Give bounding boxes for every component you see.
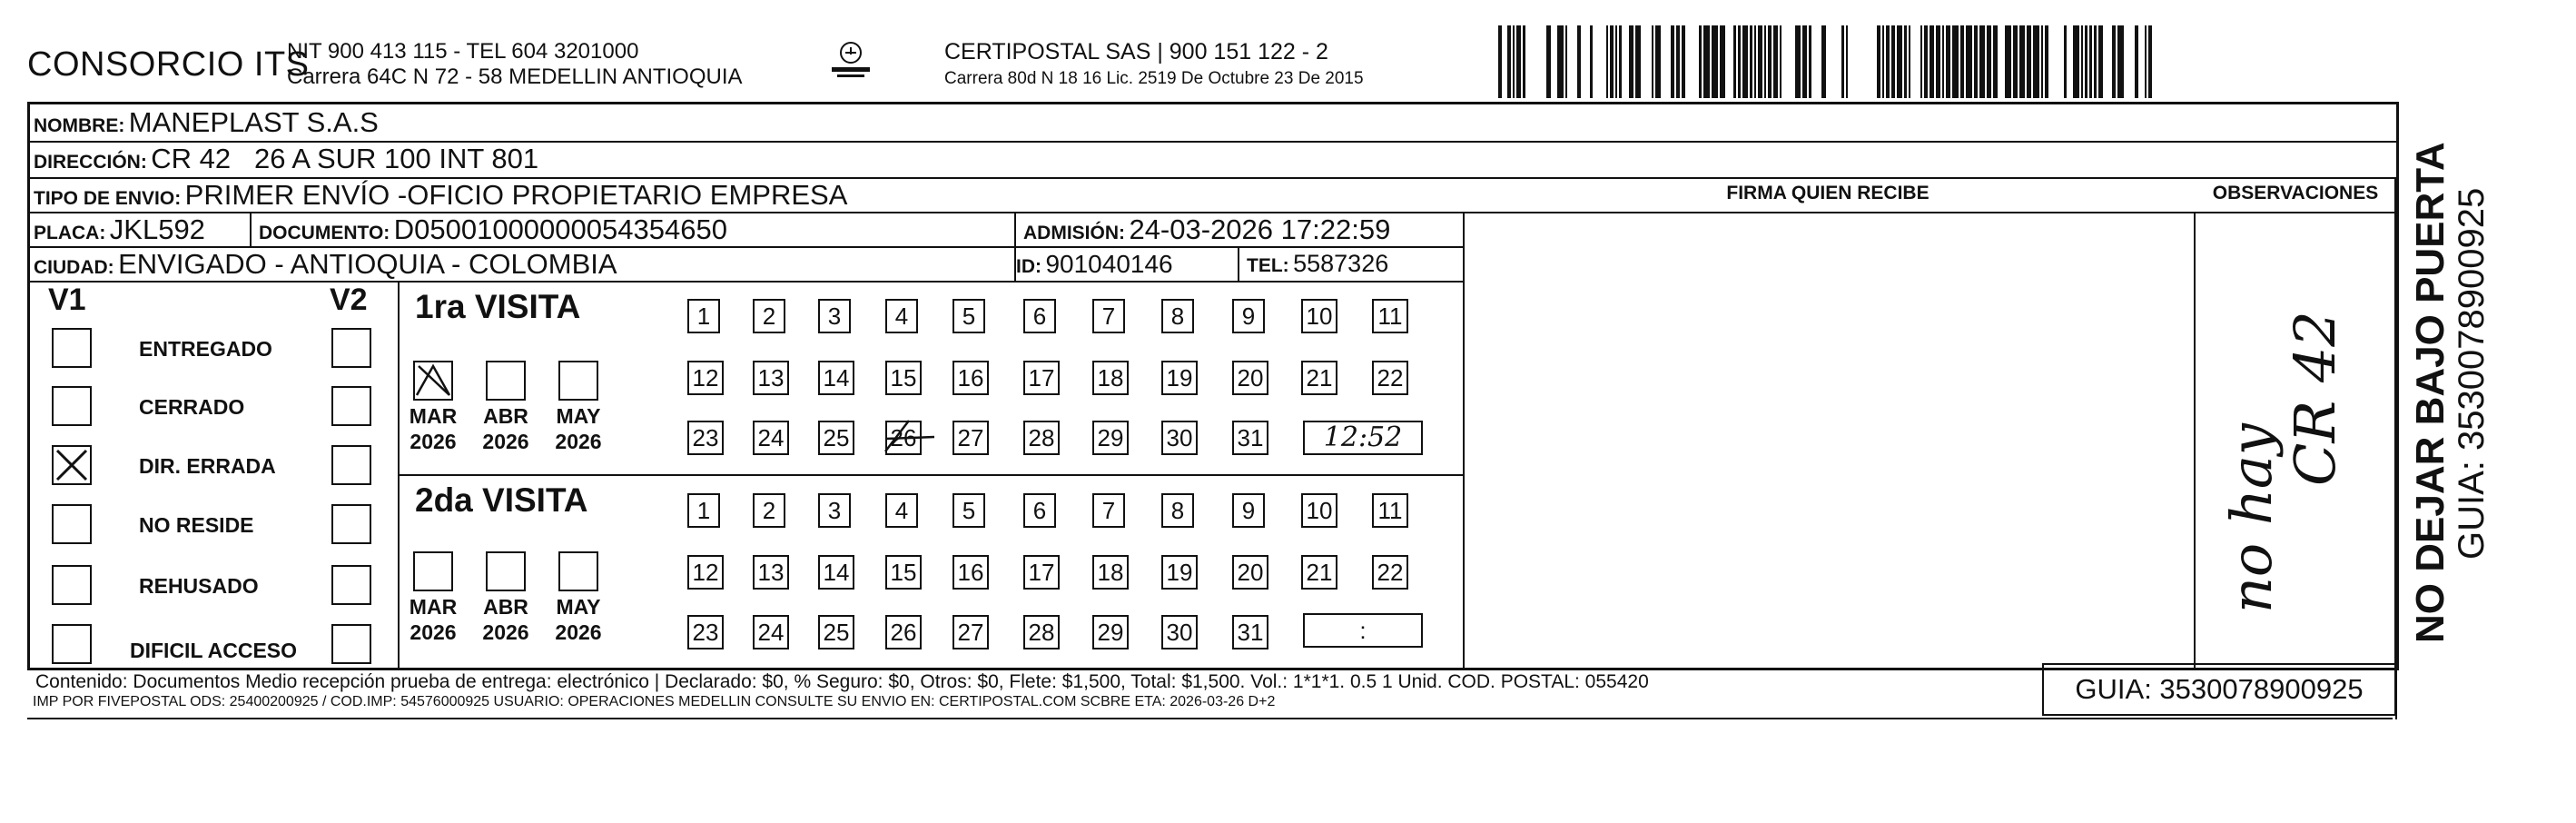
v1-checkbox-1[interactable] [52,386,92,426]
second-visit-day-number: 1 [696,497,711,524]
second-visit-month-box-may[interactable] [558,551,598,591]
v1-checkbox-4[interactable] [52,565,92,605]
second-visit-day-number: 27 [957,619,984,646]
second-visit-day-number: 16 [957,559,984,586]
first-visit-day-number: 5 [962,302,976,330]
second-visit-day-number: 14 [823,559,850,586]
certipostal-logo-icon [828,36,873,82]
second-visit-day-box[interactable] [1092,555,1129,590]
second-visit-day-box[interactable] [1023,493,1056,528]
second-visit-day-number: 30 [1166,619,1193,646]
v1-checkbox-2[interactable] [52,445,92,485]
second-visit-day-box[interactable] [753,493,785,528]
second-visit-day-box[interactable] [1092,615,1129,649]
barcode-icon [1498,25,2170,98]
first-visit-day-number: 14 [823,364,850,392]
id-value: 901040146 [1045,250,1173,278]
second-visit-day-number: 4 [894,497,909,524]
nombre-label: NOMBRE: [34,115,125,136]
first-visit-day-number: 6 [1032,302,1047,330]
second-visit-day-number: 12 [692,559,719,586]
ciudad-value: ENVIGADO - ANTIOQUIA - COLOMBIA [118,248,617,280]
second-visit-day-box[interactable] [1232,493,1265,528]
side-warning: NO DEJAR BAJO PUERTA [2408,142,2453,643]
first-visit-day-box[interactable] [1232,299,1265,333]
first-visit-day-number: 3 [827,302,842,330]
first-visit-day-box[interactable] [753,299,785,333]
second-visit-day-number: 11 [1377,497,1403,524]
first-visit-day-number: 30 [1166,424,1193,451]
first-visit-day-box[interactable] [687,421,724,455]
second-visit-day-box[interactable] [952,555,989,590]
second-visit-year-label: 2026 [555,620,602,644]
second-visit-day-number: 31 [1237,619,1264,646]
v2-label: V2 [330,283,368,317]
second-visit-day-box[interactable] [1301,493,1337,528]
ciudad-label: CIUDAD: [34,257,114,278]
first-visit-month-box-may[interactable] [558,361,598,401]
second-visit-title: 2da VISITA [415,481,588,519]
first-visit-day-number: 31 [1237,424,1264,451]
status-label: CERRADO [139,395,245,419]
second-visit-day-box[interactable] [753,615,789,649]
second-visit-day-box[interactable] [1161,555,1198,590]
first-visit-day-box[interactable] [753,421,789,455]
status-label: REHUSADO [139,574,259,598]
footer-guia: GUIA: 3530078900925 [2042,663,2396,716]
second-visit-day-number: 20 [1237,559,1264,586]
observacion-handwritten-2: CR 42 [2282,311,2348,486]
first-visit-day-number: 29 [1097,424,1124,451]
first-visit-day-box[interactable] [885,299,918,333]
first-visit-month-box-mar[interactable] [413,361,453,401]
placa-value: JKL592 [109,213,205,245]
v2-checkbox-3[interactable] [331,504,371,544]
check-mark-icon [415,362,451,399]
second-visit-day-box[interactable] [1372,493,1408,528]
first-visit-day-box[interactable] [1092,421,1129,455]
side-guia: GUIA: 3530078900925 [2452,187,2492,560]
second-visit-day-box[interactable] [952,615,989,649]
second-visit-day-number: 2 [762,497,776,524]
first-visit-day-box[interactable] [1161,421,1198,455]
second-visit-day-number: 18 [1097,559,1124,586]
second-visit-day-box[interactable] [1023,615,1060,649]
nombre-value: MANEPLAST S.A.S [128,106,379,138]
second-visit-day-number: 24 [757,619,785,646]
second-visit-day-number: 17 [1028,559,1055,586]
second-visit-year-label: 2026 [410,620,457,644]
v2-checkbox-2[interactable] [331,445,371,485]
id-label: ID: [1016,256,1041,277]
first-visit-day-number: 19 [1166,364,1193,392]
v2-checkbox-5[interactable] [331,624,371,664]
second-visit-day-box[interactable] [885,555,922,590]
observaciones-label: OBSERVACIONES [2212,183,2379,203]
second-visit-day-number: 13 [757,559,785,586]
first-visit-day-box[interactable] [1232,361,1268,395]
firma-label: FIRMA QUIEN RECIBE [1726,183,1930,203]
second-visit-day-number: 15 [890,559,917,586]
first-visit-day-number: 28 [1028,424,1055,451]
v2-checkbox-4[interactable] [331,565,371,605]
footer-contenido: Contenido: Documentos Medio recepción prueba de entrega: electrónico | Declarado: $0, % Seguro: $0, Otros: $0, Flete: $1,500, Total: $1,500. Vol.: 1*1*1. 0.5 1 Unid. COD. POSTAL: 055420 [35,671,1649,692]
first-visit-time-box[interactable] [1303,421,1423,455]
second-visit-month-label: ABR [483,595,528,619]
second-visit-day-number: 6 [1032,497,1047,524]
second-visit-day-number: 10 [1306,497,1333,524]
second-visit-day-number: 3 [827,497,842,524]
first-visit-day-box[interactable] [952,361,989,395]
second-visit-day-box[interactable] [1232,555,1268,590]
first-visit-day-number: 23 [692,424,719,451]
first-visit-year-label: 2026 [555,430,602,453]
certipostal-name: CERTIPOSTAL SAS | 900 151 122 - 2 [944,39,1328,64]
second-visit-day-box[interactable] [1161,493,1194,528]
v2-checkbox-0[interactable] [331,328,371,368]
first-visit-day-number: 1 [696,302,711,330]
first-visit-month-label: ABR [483,404,528,428]
first-visit-year-label: 2026 [482,430,529,453]
first-visit-day-number: 17 [1028,364,1055,392]
second-visit-day-number: 19 [1166,559,1193,586]
second-visit-day-box[interactable] [687,555,724,590]
second-visit-day-box[interactable] [885,615,922,649]
second-visit-day-number: 8 [1170,497,1185,524]
second-visit-day-number: 5 [962,497,976,524]
first-visit-time: 12:52 [1323,421,1403,453]
first-visit-month-box-abr[interactable] [486,361,526,401]
first-visit-day-number: 16 [957,364,984,392]
first-visit-day-box[interactable] [1023,361,1060,395]
first-visit-day-box[interactable] [1161,361,1198,395]
first-visit-day-box[interactable] [885,421,922,455]
v2-checkbox-1[interactable] [331,386,371,426]
second-visit-day-box[interactable] [818,615,854,649]
first-visit-day-box[interactable] [818,361,854,395]
first-visit-day-box[interactable] [687,299,720,333]
first-visit-day-box[interactable] [687,361,724,395]
first-visit-day-box[interactable] [1372,361,1408,395]
tipo-envio-label: TIPO DE ENVIO: [34,188,182,209]
second-visit-day-box[interactable] [1301,555,1337,590]
second-visit-day-box[interactable] [753,555,789,590]
second-visit-day-number: 25 [823,619,850,646]
first-visit-day-number: 2 [762,302,776,330]
first-visit-day-box[interactable] [885,361,922,395]
status-label: ENTREGADO [139,337,272,361]
first-visit-day-number: 25 [823,424,850,451]
first-visit-day-number: 13 [757,364,785,392]
v1-label: V1 [48,283,86,317]
first-visit-day-number: 12 [692,364,719,392]
direccion-value: CR 42 26 A SUR 100 INT 801 [151,143,539,174]
second-visit-time-box[interactable] [1303,613,1423,648]
first-visit-day-box[interactable] [753,361,789,395]
first-visit-day-box[interactable] [818,421,854,455]
second-visit-day-box[interactable] [818,493,851,528]
second-visit-day-box[interactable] [952,493,985,528]
certipostal-address: Carrera 80d N 18 16 Lic. 2519 De Octubre 23 De 2015 [944,69,1364,88]
first-visit-day-number: 9 [1241,302,1256,330]
v1-checkbox-3[interactable] [52,504,92,544]
first-visit-day-number: 8 [1170,302,1185,330]
company-address: Carrera 64C N 72 - 58 MEDELLIN ANTIOQUIA [287,64,743,89]
second-visit-day-number: 29 [1097,619,1124,646]
company-name: CONSORCIO ITS [27,45,310,84]
first-visit-day-number: 11 [1377,302,1403,330]
placa-label: PLACA: [34,223,106,243]
first-visit-day-box[interactable] [818,299,851,333]
status-label: NO RESIDE [139,513,254,537]
second-visit-day-number: 7 [1101,497,1116,524]
documento-label: DOCUMENTO: [259,223,390,243]
first-visit-day-box[interactable] [1092,299,1125,333]
second-visit-month-label: MAR [409,595,458,619]
tipo-envio-value: PRIMER ENVÍO -OFICIO PROPIETARIO EMPRESA [184,179,848,211]
strike-mark-icon [882,419,936,455]
first-visit-day-box[interactable] [1232,421,1268,455]
second-visit-day-box[interactable] [1232,615,1268,649]
first-visit-title: 1ra VISITA [415,288,581,325]
footer-imp: IMP POR FIVEPOSTAL ODS: 25400200925 / COD.IMP: 54576000925 USUARIO: OPERACIONES MEDELLIN CONSULTE SU ENVIO EN: CERTIPOSTAL.COM SCBRE ETA: 2026-03-26 D+2 [33,694,1276,709]
first-visit-day-number: 7 [1101,302,1116,330]
second-visit-month-box-mar[interactable] [413,551,453,591]
first-visit-day-box[interactable] [1301,361,1337,395]
second-visit-day-box[interactable] [818,555,854,590]
first-visit-day-box[interactable] [1161,299,1194,333]
v1-checkbox-0[interactable] [52,328,92,368]
first-visit-month-label: MAY [556,404,601,428]
first-visit-day-box[interactable] [1092,361,1129,395]
first-visit-day-number: 22 [1377,364,1404,392]
first-visit-year-label: 2026 [410,430,457,453]
first-visit-day-number: 20 [1237,364,1264,392]
second-visit-day-number: 23 [692,619,719,646]
second-visit-day-number: 21 [1306,559,1333,586]
first-visit-day-number: 26 [890,424,917,451]
second-visit-day-number: 22 [1377,559,1404,586]
direccion-label: DIRECCIÓN: [34,152,147,173]
first-visit-day-number: 24 [757,424,785,451]
documento-value: D05001000000054354650 [393,213,727,245]
second-visit-day-number: 28 [1028,619,1055,646]
second-visit-day-box[interactable] [1092,493,1125,528]
second-visit-month-box-abr[interactable] [486,551,526,591]
first-visit-month-label: MAR [409,404,458,428]
v1-checkbox-5[interactable] [52,624,92,664]
first-visit-day-box[interactable] [1023,299,1056,333]
second-visit-day-box[interactable] [687,615,724,649]
first-visit-day-number: 27 [957,424,984,451]
first-visit-day-box[interactable] [1372,299,1408,333]
tel-value: 5587326 [1293,250,1389,277]
first-visit-day-box[interactable] [952,421,989,455]
second-visit-day-number: 26 [890,619,917,646]
company-nit: NIT 900 413 115 - TEL 604 3201000 [287,39,639,64]
tel-label: TEL: [1247,255,1289,276]
first-visit-day-number: 21 [1306,364,1333,392]
first-visit-day-number: 4 [894,302,909,330]
admision-value: 24-03-2026 17:22:59 [1129,213,1391,245]
first-visit-day-box[interactable] [1301,299,1337,333]
second-visit-day-box[interactable] [1161,615,1198,649]
first-visit-day-number: 18 [1097,364,1124,392]
status-label: DIFICIL ACCESO [130,639,298,662]
second-visit-day-box[interactable] [1372,555,1408,590]
second-visit-time: : [1359,617,1367,644]
admision-label: ADMISIÓN: [1023,223,1125,243]
second-visit-year-label: 2026 [482,620,529,644]
x-mark-icon [54,447,90,483]
second-visit-month-label: MAY [556,595,601,619]
second-visit-day-number: 9 [1241,497,1256,524]
second-visit-day-box[interactable] [885,493,918,528]
first-visit-day-box[interactable] [1023,421,1060,455]
observacion-handwritten-1: no hay [2218,423,2285,613]
first-visit-day-box[interactable] [952,299,985,333]
status-label: DIR. ERRADA [139,454,276,478]
second-visit-day-box[interactable] [1023,555,1060,590]
second-visit-day-box[interactable] [687,493,720,528]
first-visit-day-number: 15 [890,364,917,392]
first-visit-day-number: 10 [1306,302,1333,330]
